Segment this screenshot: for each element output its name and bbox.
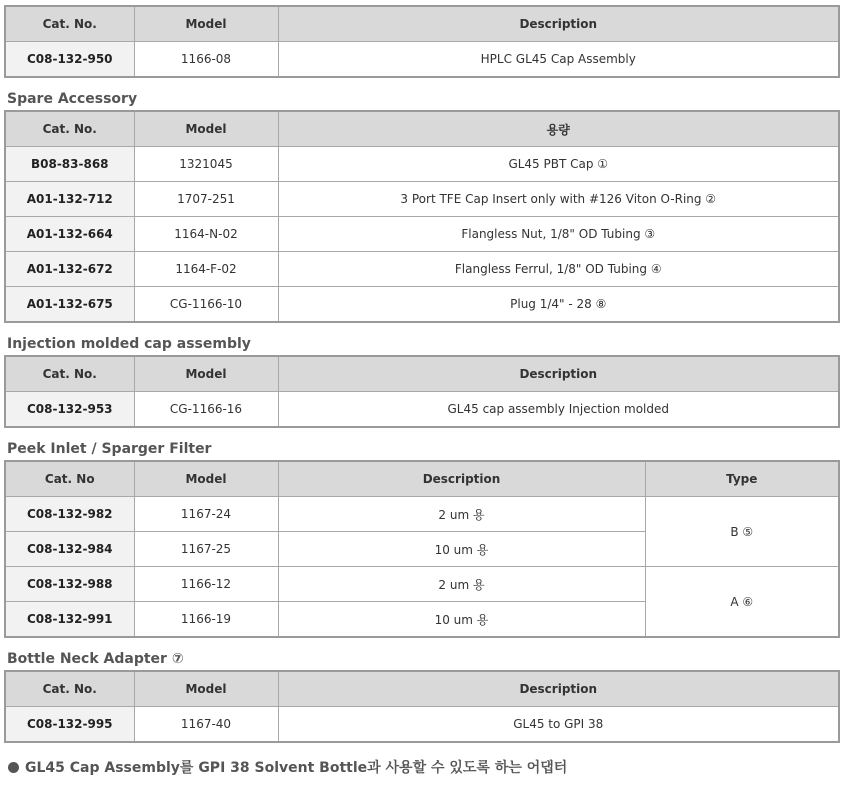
- description-cell: GL45 PBT Cap ①: [278, 147, 839, 182]
- peek-filter-table: [4, 460, 840, 638]
- model-cell: 1164-N-02: [134, 217, 278, 252]
- table-row: [5, 707, 839, 743]
- header-cat-no: Cat. No.: [5, 356, 134, 392]
- cat-no-cell: A01-132-712: [5, 182, 134, 217]
- note-text: GL45 Cap Assembly를 GPI 38 Solvent Bottle과 사용할 수 있도록 하는 어댑터: [25, 760, 568, 776]
- header-description: Description: [278, 356, 839, 392]
- type-cell: A ⑥: [645, 567, 839, 638]
- header-row: [5, 461, 839, 497]
- header-model: Model: [134, 671, 278, 707]
- model-cell: CG-1166-10: [134, 287, 278, 323]
- cat-no-cell: C08-132-988: [5, 567, 134, 602]
- header-cat-no: Cat. No.: [5, 6, 134, 42]
- description-cell: 2 um 용: [278, 497, 645, 532]
- model-cell: 1166-19: [134, 602, 278, 638]
- header-model: Model: [134, 6, 278, 42]
- cat-no-cell: C08-132-991: [5, 602, 134, 638]
- table-row: [5, 252, 839, 287]
- cat-no-cell: B08-83-868: [5, 147, 134, 182]
- model-cell: 1166-12: [134, 567, 278, 602]
- cat-no-cell: C08-132-984: [5, 532, 134, 567]
- description-cell: 10 um 용: [278, 532, 645, 567]
- model-cell: 1167-24: [134, 497, 278, 532]
- header-row: [5, 6, 839, 42]
- header-cat-no: Cat. No: [5, 461, 134, 497]
- section-title-spare-accessory: Spare Accessory: [7, 91, 138, 107]
- bottle-neck-adapter-table: [4, 670, 840, 743]
- table-row: [5, 217, 839, 252]
- description-cell: 2 um 용: [278, 567, 645, 602]
- spare-accessory-table: [4, 110, 840, 323]
- description-cell: Plug 1/4" - 28 ⑧: [278, 287, 839, 323]
- model-cell: 1321045: [134, 147, 278, 182]
- table-row: [5, 287, 839, 323]
- header-model: Model: [134, 461, 278, 497]
- model-cell: 1166-08: [134, 42, 278, 78]
- table-row: [5, 392, 839, 428]
- model-cell: 1167-25: [134, 532, 278, 567]
- cap-assembly-table: [4, 5, 840, 78]
- cat-no-cell: A01-132-675: [5, 287, 134, 323]
- header-cat-no: Cat. No.: [5, 671, 134, 707]
- injection-molded-table: [4, 355, 840, 428]
- model-cell: CG-1166-16: [134, 392, 278, 428]
- header-row: [5, 111, 839, 147]
- adapter-note: [8, 757, 567, 777]
- cat-no-cell: C08-132-953: [5, 392, 134, 428]
- header-description: Description: [278, 6, 839, 42]
- description-cell: GL45 cap assembly Injection molded: [278, 392, 839, 428]
- header-description: Description: [278, 461, 645, 497]
- bullet-icon: [8, 762, 19, 773]
- header-cat-no: Cat. No.: [5, 111, 134, 147]
- header-row: [5, 356, 839, 392]
- model-cell: 1167-40: [134, 707, 278, 743]
- section-title-injection-molded: Injection molded cap assembly: [7, 336, 251, 352]
- header-type: Type: [645, 461, 839, 497]
- table-row: [5, 182, 839, 217]
- type-cell: B ⑤: [645, 497, 839, 567]
- description-cell: 3 Port TFE Cap Insert only with #126 Viton O-Ring ②: [278, 182, 839, 217]
- cat-no-cell: C08-132-982: [5, 497, 134, 532]
- cat-no-cell: C08-132-995: [5, 707, 134, 743]
- header-row: [5, 671, 839, 707]
- description-cell: Flangless Ferrul, 1/8" OD Tubing ④: [278, 252, 839, 287]
- header-description: Description: [278, 671, 839, 707]
- table-row: [5, 497, 839, 532]
- cat-no-cell: A01-132-672: [5, 252, 134, 287]
- description-cell: HPLC GL45 Cap Assembly: [278, 42, 839, 78]
- table-row: [5, 42, 839, 78]
- cat-no-cell: A01-132-664: [5, 217, 134, 252]
- header-capacity: 용량: [278, 111, 839, 147]
- model-cell: 1164-F-02: [134, 252, 278, 287]
- section-title-peek-filter: Peek Inlet / Sparger Filter: [7, 441, 212, 457]
- header-model: Model: [134, 111, 278, 147]
- header-model: Model: [134, 356, 278, 392]
- model-cell: 1707-251: [134, 182, 278, 217]
- description-cell: 10 um 용: [278, 602, 645, 638]
- table-row: [5, 147, 839, 182]
- section-title-bottle-neck-adapter: Bottle Neck Adapter ⑦: [7, 651, 184, 667]
- cat-no-cell: C08-132-950: [5, 42, 134, 78]
- table-row: [5, 567, 839, 602]
- description-cell: Flangless Nut, 1/8" OD Tubing ③: [278, 217, 839, 252]
- description-cell: GL45 to GPI 38: [278, 707, 839, 743]
